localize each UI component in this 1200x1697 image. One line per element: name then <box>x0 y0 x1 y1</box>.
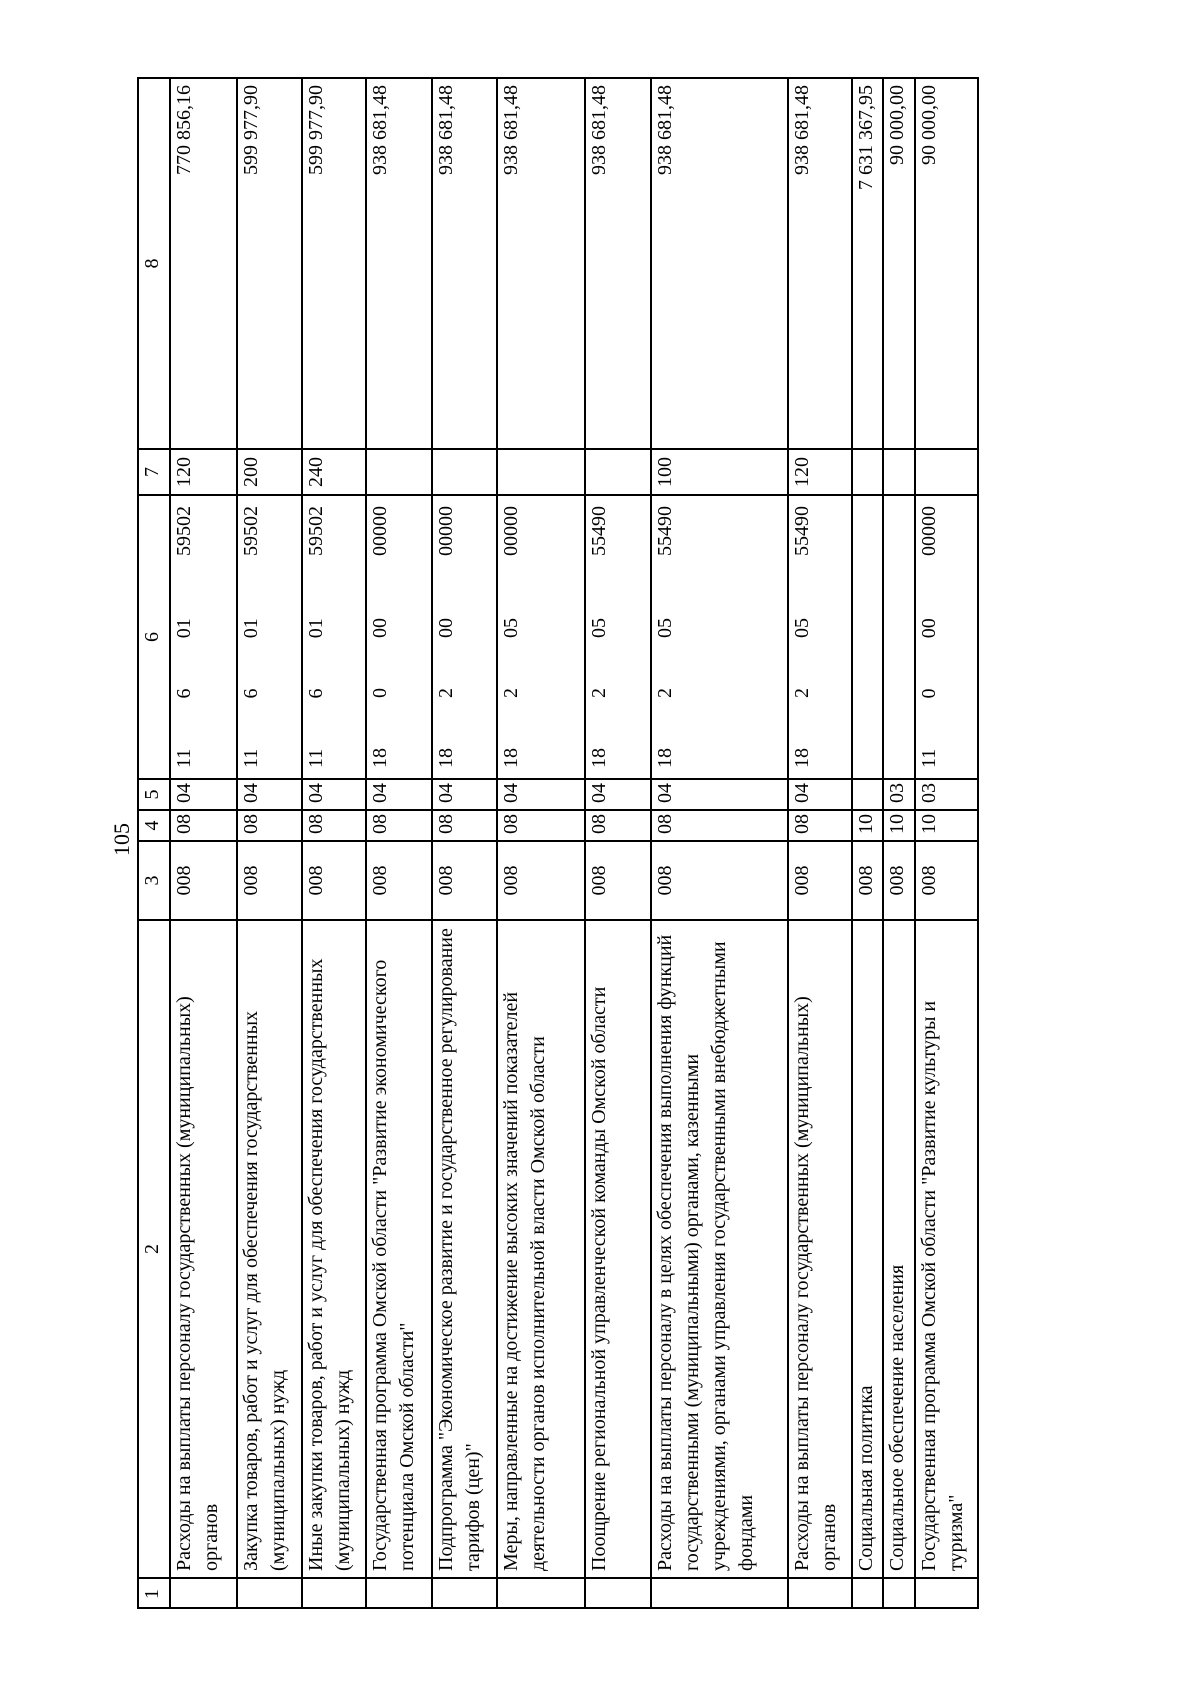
amount-cell: 938 681,48 <box>651 78 788 449</box>
code-subprogram: 6 <box>239 688 262 699</box>
code-program: 18 <box>790 748 813 768</box>
code-program: 18 <box>653 748 676 768</box>
section-cell: 08 <box>497 810 585 841</box>
code-direction: 00000 <box>434 506 457 556</box>
expense-name-cell: Подпрограмма "Экономическое развитие и государственное регулирование тарифов (цен)" <box>432 920 497 1578</box>
code-subprogram: 6 <box>304 688 327 699</box>
column-header-3: 3 <box>138 841 170 920</box>
header-row <box>138 78 170 1608</box>
expense-type-cell: 120 <box>788 449 852 495</box>
budget-table <box>137 77 979 1609</box>
expense-name-cell: Поощрение региональной управленческой команды Омской области <box>585 920 651 1578</box>
ministry-code-cell: 008 <box>651 841 788 920</box>
row-number-cell <box>366 1578 431 1608</box>
target-article-cell <box>915 495 978 779</box>
ministry-code-cell: 008 <box>852 841 883 920</box>
target-article-cell <box>432 495 497 779</box>
section-cell: 08 <box>302 810 366 841</box>
code-direction: 59502 <box>239 506 262 557</box>
ministry-code-cell: 008 <box>585 841 651 920</box>
target-article-cell <box>788 495 852 779</box>
ministry-code-cell: 008 <box>883 841 914 920</box>
expense-name-cell: Иные закупки товаров, работ и услуг для обеспечения государственных (муниципальных) нужд <box>302 920 366 1578</box>
ministry-code-cell: 008 <box>302 841 366 920</box>
section-cell: 08 <box>170 810 236 841</box>
target-article-code <box>652 502 679 772</box>
code-direction: 00000 <box>500 506 523 556</box>
expense-type-cell <box>883 449 914 495</box>
section-cell: 10 <box>852 810 883 841</box>
expense-type-cell <box>366 449 431 495</box>
table-row <box>432 78 497 1608</box>
code-main-event: 05 <box>587 618 610 638</box>
code-program: 18 <box>434 748 457 768</box>
expense-name-cell: Социальная политика <box>852 920 883 1578</box>
target-article-code <box>916 502 943 772</box>
row-number-cell <box>852 1578 883 1608</box>
expense-type-cell: 120 <box>170 449 236 495</box>
row-number-cell <box>585 1578 651 1608</box>
target-article-cell <box>585 495 651 779</box>
table-row <box>497 78 585 1608</box>
section-cell: 08 <box>432 810 497 841</box>
page-number: 105 <box>109 823 134 857</box>
code-program: 11 <box>917 748 940 768</box>
expense-name-cell: Расходы на выплаты персоналу в целях обеспечения выполнения функций государственными (муниципальными) органами, казенными учреждениями, органами управления государственными внебюджетными фондами <box>651 920 788 1578</box>
amount-cell: 90 000,00 <box>883 78 914 449</box>
amount-cell: 938 681,48 <box>497 78 585 449</box>
code-subprogram: 2 <box>790 688 813 698</box>
target-article-code <box>433 502 460 772</box>
code-subprogram: 0 <box>917 688 940 699</box>
column-header-7: 7 <box>138 449 170 495</box>
expense-type-cell: 240 <box>302 449 366 495</box>
subsection-cell: 03 <box>883 779 914 810</box>
amount-cell: 938 681,48 <box>366 78 431 449</box>
code-main-event: 01 <box>304 618 327 639</box>
target-article-cell <box>497 495 585 779</box>
target-article-code <box>171 502 198 772</box>
column-header-5: 5 <box>138 779 170 810</box>
row-number-cell <box>170 1578 236 1608</box>
ministry-code-cell: 008 <box>170 841 236 920</box>
expense-name-cell: Социальное обеспечение населения <box>883 920 914 1578</box>
expense-name-cell: Государственная программа Омской области "Развитие культуры и туризма" <box>915 920 978 1578</box>
code-main-event: 00 <box>917 618 940 639</box>
expense-name-cell: Закупка товаров, работ и услуг для обеспечения государственных (муниципальных) нужд <box>237 920 302 1578</box>
row-number-cell <box>915 1578 978 1608</box>
column-header-4: 4 <box>138 810 170 841</box>
code-subprogram: 2 <box>587 688 610 698</box>
target-article-code <box>367 502 394 772</box>
amount-cell: 90 000,00 <box>915 78 978 449</box>
column-header-8: 8 <box>138 78 170 449</box>
table-row <box>915 78 978 1608</box>
subsection-cell: 04 <box>170 779 236 810</box>
subsection-cell: 04 <box>585 779 651 810</box>
code-main-event: 00 <box>369 618 392 638</box>
table-row <box>237 78 302 1608</box>
code-direction: 55490 <box>653 506 676 556</box>
code-program: 11 <box>304 748 327 768</box>
ministry-code-cell: 008 <box>788 841 852 920</box>
expense-type-cell: 100 <box>651 449 788 495</box>
code-program: 11 <box>173 748 196 768</box>
column-header-6: 6 <box>138 495 170 779</box>
subsection-cell: 04 <box>788 779 852 810</box>
code-subprogram: 2 <box>500 688 523 698</box>
target-article-code <box>238 502 265 772</box>
code-main-event: 05 <box>653 618 676 638</box>
section-cell: 10 <box>915 810 978 841</box>
code-subprogram: 0 <box>369 688 392 698</box>
target-article-cell <box>366 495 431 779</box>
expense-type-cell <box>497 449 585 495</box>
ministry-code-cell: 008 <box>237 841 302 920</box>
code-program: 18 <box>587 748 610 768</box>
expense-type-cell <box>585 449 651 495</box>
code-direction: 59502 <box>304 506 327 557</box>
code-subprogram: 2 <box>434 688 457 698</box>
target-article-cell <box>883 495 914 779</box>
row-number-cell <box>651 1578 788 1608</box>
ministry-code-cell: 008 <box>915 841 978 920</box>
subsection-cell: 04 <box>302 779 366 810</box>
subsection-cell: 03 <box>915 779 978 810</box>
amount-cell: 770 856,16 <box>170 78 236 449</box>
code-main-event: 05 <box>500 618 523 638</box>
target-article-code <box>789 502 816 772</box>
table-row <box>852 78 883 1608</box>
section-cell: 08 <box>788 810 852 841</box>
row-number-cell <box>302 1578 366 1608</box>
row-number-cell <box>883 1578 914 1608</box>
row-number-cell <box>788 1578 852 1608</box>
code-subprogram: 6 <box>173 688 196 699</box>
expense-name-cell: Расходы на выплаты персоналу государственных (муниципальных) органов <box>788 920 852 1578</box>
table-row <box>788 78 852 1608</box>
table-row <box>585 78 651 1608</box>
amount-cell: 938 681,48 <box>432 78 497 449</box>
target-article-cell <box>651 495 788 779</box>
subsection-cell: 04 <box>432 779 497 810</box>
section-cell: 08 <box>585 810 651 841</box>
code-direction: 55490 <box>790 506 813 556</box>
rotated-table-frame <box>137 79 979 1609</box>
code-direction: 59502 <box>173 506 196 557</box>
code-program: 18 <box>369 748 392 768</box>
amount-cell: 599 977,90 <box>237 78 302 449</box>
amount-cell: 599 977,90 <box>302 78 366 449</box>
table-row <box>883 78 914 1608</box>
amount-cell: 7 631 367,95 <box>852 78 883 449</box>
subsection-cell: 04 <box>497 779 585 810</box>
row-number-cell <box>237 1578 302 1608</box>
expense-name-cell: Меры, направленные на достижение высоких значений показателей деятельности органов исполнительной власти Омской области <box>497 920 585 1578</box>
section-cell: 10 <box>883 810 914 841</box>
column-header-2: 2 <box>138 920 170 1578</box>
target-article-code <box>586 502 613 772</box>
target-article-code <box>303 502 330 772</box>
expense-type-cell: 200 <box>237 449 302 495</box>
subsection-cell: 04 <box>651 779 788 810</box>
code-program: 11 <box>239 748 262 768</box>
code-main-event: 05 <box>790 618 813 638</box>
code-direction: 00000 <box>369 506 392 556</box>
code-main-event: 01 <box>239 618 262 639</box>
target-article-cell <box>852 495 883 779</box>
expense-type-cell <box>432 449 497 495</box>
table-row <box>170 78 236 1608</box>
code-subprogram: 2 <box>653 688 676 698</box>
section-cell: 08 <box>237 810 302 841</box>
target-article-cell <box>237 495 302 779</box>
subsection-cell <box>852 779 883 810</box>
code-main-event: 00 <box>434 618 457 638</box>
column-header-1: 1 <box>138 1578 170 1608</box>
table-row <box>366 78 431 1608</box>
amount-cell: 938 681,48 <box>585 78 651 449</box>
code-direction: 55490 <box>587 506 610 556</box>
code-direction: 00000 <box>917 506 940 557</box>
amount-cell: 938 681,48 <box>788 78 852 449</box>
expense-type-cell <box>915 449 978 495</box>
expense-type-cell <box>852 449 883 495</box>
table-body <box>138 78 978 1608</box>
ministry-code-cell: 008 <box>497 841 585 920</box>
row-number-cell <box>432 1578 497 1608</box>
table-row <box>651 78 788 1608</box>
target-article-code <box>498 502 525 772</box>
table-landscape <box>137 79 979 1609</box>
ministry-code-cell: 008 <box>432 841 497 920</box>
table-row <box>302 78 366 1608</box>
section-cell: 08 <box>651 810 788 841</box>
expense-name-cell: Расходы на выплаты персоналу государственных (муниципальных) органов <box>170 920 236 1578</box>
target-article-cell <box>302 495 366 779</box>
subsection-cell: 04 <box>366 779 431 810</box>
row-number-cell <box>497 1578 585 1608</box>
expense-name-cell: Государственная программа Омской области "Развитие экономического потенциала Омской области" <box>366 920 431 1578</box>
target-article-cell <box>170 495 236 779</box>
ministry-code-cell: 008 <box>366 841 431 920</box>
subsection-cell: 04 <box>237 779 302 810</box>
code-main-event: 01 <box>173 618 196 639</box>
code-program: 18 <box>500 748 523 768</box>
section-cell: 08 <box>366 810 431 841</box>
